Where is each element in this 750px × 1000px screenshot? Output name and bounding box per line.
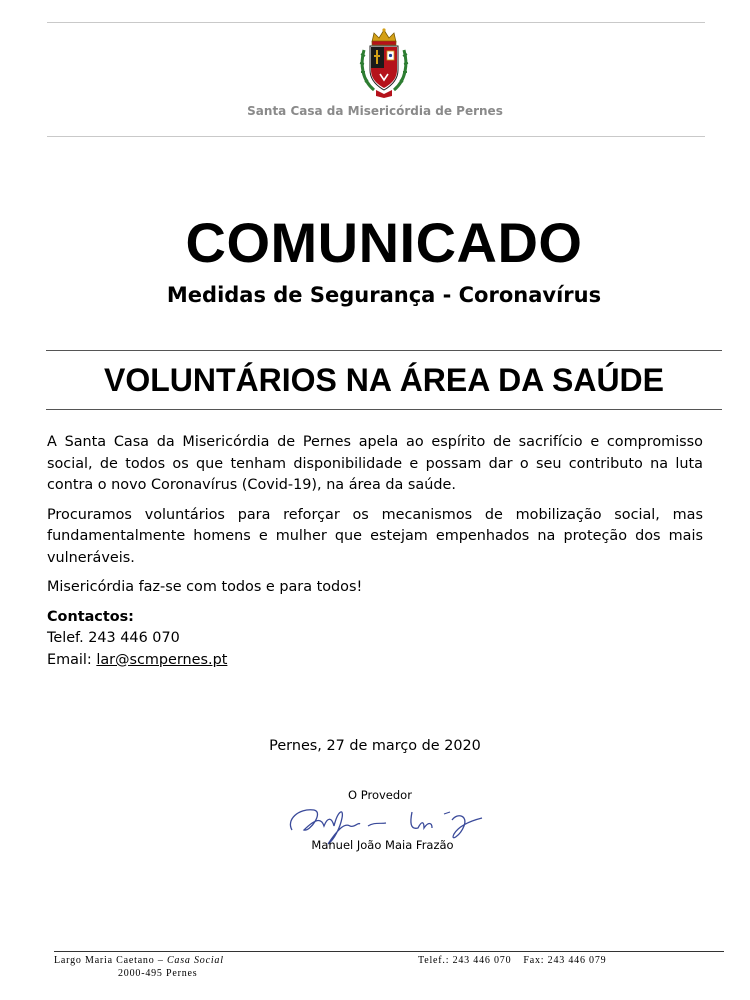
signer-name: Manuel João Maia Frazão (311, 838, 454, 852)
contacts-email-prefix: Email: (47, 651, 97, 668)
notice-heading: VOLUNTÁRIOS NA ÁREA DA SAÚDE (103, 362, 664, 398)
notice-body (47, 432, 703, 671)
header-top-rule (47, 22, 705, 23)
contacts-email-line (47, 650, 703, 672)
footer-address-street (54, 955, 224, 966)
footer-rule (54, 951, 724, 952)
footer-fax: Fax: 243 446 079 (523, 955, 607, 966)
notice-subtitle: Medidas de Segurança - Coronavírus (166, 283, 602, 307)
closing-date: Pernes, 27 de março de 2020 (269, 738, 481, 754)
header-bottom-rule (47, 136, 705, 137)
organization-name: Santa Casa da Misericórdia de Pernes (247, 104, 503, 118)
contacts-phone: Telef. 243 446 070 (47, 630, 180, 646)
heading-bottom-rule (46, 409, 722, 410)
footer-phone: Telef.: 243 446 070 (418, 955, 512, 966)
body-paragraph-appeal: A Santa Casa da Misericórdia de Pernes apela ao espírito de sacrifício e compromisso social, de todos os que tenham disponibilidade e possam dar o seu contributo na luta contra o novo Coronavírus (Covid-19), na área da saúde. (47, 434, 703, 493)
coat-of-arms-crest-icon (356, 26, 412, 98)
footer-address-place: Casa Social (166, 955, 224, 966)
contacts-block (47, 607, 703, 672)
footer-address-prefix: Largo Maria Caetano – (54, 955, 167, 966)
contacts-label: Contactos: (47, 608, 134, 625)
notice-title: COMUNICADO (185, 211, 583, 274)
footer-phone-fax (418, 954, 738, 967)
contacts-email-link[interactable]: lar@scmpernes.pt (96, 651, 228, 668)
body-paragraph-motto: Misericórdia faz-se com todos e para todos! (47, 579, 363, 595)
footer-address (54, 954, 294, 980)
body-paragraph-volunteers: Procuramos voluntários para reforçar os mecanismos de mobilização social, mas fundamentalmente homens e mulher que estejam empenhados na proteção dos mais vulneráveis. (47, 506, 703, 566)
heading-top-rule (46, 350, 722, 351)
footer-postal-code: 2000-495 Pernes (118, 968, 198, 979)
signer-role: O Provedor (348, 788, 412, 802)
